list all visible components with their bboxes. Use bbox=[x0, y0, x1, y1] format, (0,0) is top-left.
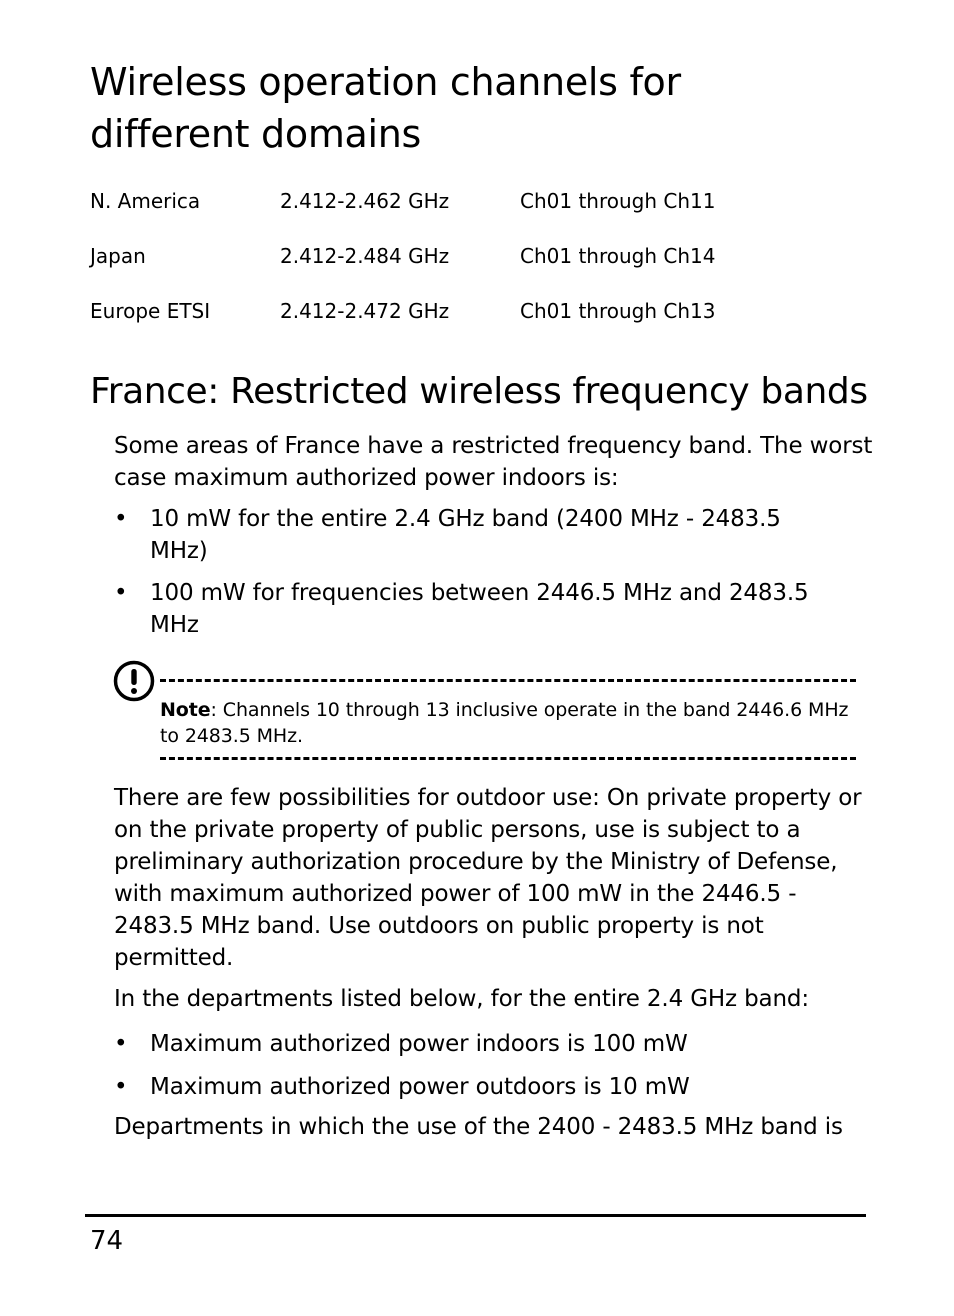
list-item-text: Maximum authorized power indoors is 100 mW bbox=[150, 1031, 688, 1057]
channels-table bbox=[90, 186, 830, 351]
region-cell: Europe ETSI bbox=[90, 299, 211, 323]
list-item-text: 10 mW for the entire 2.4 GHz band (2400 MHz - 2483.5 MHz) bbox=[150, 506, 781, 564]
bullet-icon: • bbox=[114, 506, 128, 532]
table-row bbox=[90, 241, 830, 296]
table-row bbox=[90, 296, 830, 351]
note-body: : Channels 10 through 13 inclusive operate in the band 2446.6 MHz to 2483.5 MHz. bbox=[160, 699, 849, 747]
bullet-icon: • bbox=[114, 1031, 128, 1057]
note-label: Note bbox=[160, 699, 211, 721]
warning-icon bbox=[113, 660, 155, 702]
page-title: Wireless operation channels for different domains bbox=[90, 60, 681, 156]
intro-paragraph: Some areas of France have a restricted frequency band. The worst case maximum authorized power indoors is: bbox=[114, 433, 873, 491]
note-divider-top bbox=[160, 679, 856, 682]
list-item-text: 100 mW for frequencies between 2446.5 MHz and 2483.5 MHz bbox=[150, 580, 809, 638]
footer-rule bbox=[85, 1214, 866, 1217]
note-box bbox=[160, 697, 860, 749]
frequency-cell: 2.412-2.484 GHz bbox=[280, 244, 450, 268]
channels-cell: Ch01 through Ch13 bbox=[520, 299, 716, 323]
frequency-cell: 2.412-2.462 GHz bbox=[280, 189, 450, 213]
region-cell: Japan bbox=[90, 244, 146, 268]
section-heading: France: Restricted wireless frequency bands bbox=[90, 371, 868, 412]
frequency-cell: 2.412-2.472 GHz bbox=[280, 299, 450, 323]
region-cell: N. America bbox=[90, 189, 201, 213]
channels-cell: Ch01 through Ch14 bbox=[520, 244, 716, 268]
outdoor-paragraph: There are few possibilities for outdoor use: On private property or on the private property of public persons, use is subject to a preliminary authorization procedure by the Ministry of Defense, with maximum authorized power of 100 mW in the 2446.5 - 2483.5 MHz band. Use outdoors on public property is not permitted. bbox=[114, 785, 862, 971]
bullet-icon: • bbox=[114, 580, 128, 606]
list-item-text: Maximum authorized power outdoors is 10 mW bbox=[150, 1074, 690, 1100]
bullet-icon: • bbox=[114, 1074, 128, 1100]
continuation-paragraph: Departments in which the use of the 2400 - 2483.5 MHz band is bbox=[114, 1114, 843, 1140]
departments-paragraph: In the departments listed below, for the entire 2.4 GHz band: bbox=[114, 986, 809, 1012]
table-row bbox=[90, 186, 830, 241]
note-divider-bottom bbox=[160, 757, 856, 760]
page-number: 74 bbox=[90, 1226, 124, 1256]
channels-cell: Ch01 through Ch11 bbox=[520, 189, 716, 213]
